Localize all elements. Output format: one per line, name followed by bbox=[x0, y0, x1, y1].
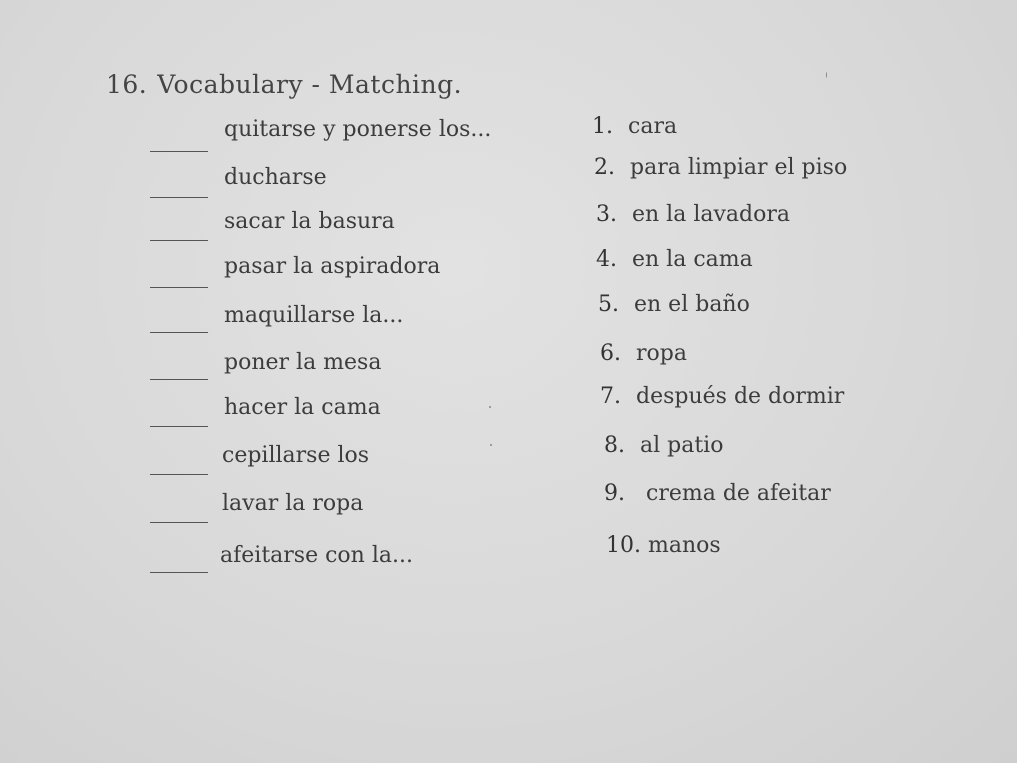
paper-speck bbox=[826, 72, 827, 78]
answer-blank[interactable] bbox=[150, 197, 208, 198]
definition-item bbox=[596, 247, 753, 272]
definition-text: después de dormir bbox=[636, 384, 845, 409]
definition-item bbox=[604, 481, 831, 506]
definition-text: en la cama bbox=[632, 247, 753, 272]
term-label: ducharse bbox=[224, 165, 327, 190]
section-heading bbox=[106, 70, 462, 99]
definition-item bbox=[596, 202, 790, 227]
answer-blank[interactable] bbox=[150, 572, 208, 573]
definition-number: 9. bbox=[604, 481, 625, 506]
paper-speck bbox=[490, 444, 492, 446]
definition-text: al patio bbox=[640, 433, 724, 458]
section-title: Vocabulary - Matching. bbox=[157, 70, 463, 99]
term-label: quitarse y ponerse los... bbox=[224, 117, 492, 142]
definition-text: en el baño bbox=[634, 292, 750, 317]
paper-speck bbox=[489, 406, 491, 408]
definition-item bbox=[604, 433, 723, 458]
answer-blank[interactable] bbox=[150, 240, 208, 241]
definition-number: 1. bbox=[592, 114, 613, 139]
term-label: maquillarse la... bbox=[224, 303, 404, 328]
definition-text: cara bbox=[628, 114, 678, 139]
definition-number: 2. bbox=[594, 155, 615, 180]
definition-text: manos bbox=[648, 533, 721, 558]
definition-item bbox=[606, 533, 721, 558]
answer-blank[interactable] bbox=[150, 379, 208, 380]
section-number: 16. bbox=[106, 70, 148, 99]
definition-item bbox=[600, 341, 687, 366]
answer-blank[interactable] bbox=[150, 332, 208, 333]
definition-number: 3. bbox=[596, 202, 617, 227]
definition-item bbox=[592, 114, 677, 139]
definition-item bbox=[594, 155, 847, 180]
definition-text: en la lavadora bbox=[632, 202, 790, 227]
definition-text: crema de afeitar bbox=[646, 481, 831, 506]
answer-blank[interactable] bbox=[150, 151, 208, 152]
term-label: lavar la ropa bbox=[222, 491, 364, 516]
definition-number: 6. bbox=[600, 341, 621, 366]
term-label: cepillarse los bbox=[222, 443, 370, 468]
answer-blank[interactable] bbox=[150, 426, 208, 427]
answer-blank[interactable] bbox=[150, 474, 208, 475]
definition-item bbox=[598, 292, 750, 317]
definition-number: 4. bbox=[596, 247, 617, 272]
term-label: sacar la basura bbox=[224, 209, 395, 234]
term-label: afeitarse con la... bbox=[220, 543, 413, 568]
definition-item bbox=[600, 384, 844, 409]
answer-blank[interactable] bbox=[150, 287, 208, 288]
answer-blank[interactable] bbox=[150, 522, 208, 523]
term-label: pasar la aspiradora bbox=[224, 254, 441, 279]
definition-text: ropa bbox=[636, 341, 687, 366]
term-label: poner la mesa bbox=[224, 350, 382, 375]
definition-number: 5. bbox=[598, 292, 619, 317]
definition-number: 7. bbox=[600, 384, 621, 409]
term-label: hacer la cama bbox=[224, 395, 381, 420]
definition-number: 8. bbox=[604, 433, 625, 458]
definition-number: 10. bbox=[606, 533, 641, 558]
definition-text: para limpiar el piso bbox=[630, 155, 848, 180]
